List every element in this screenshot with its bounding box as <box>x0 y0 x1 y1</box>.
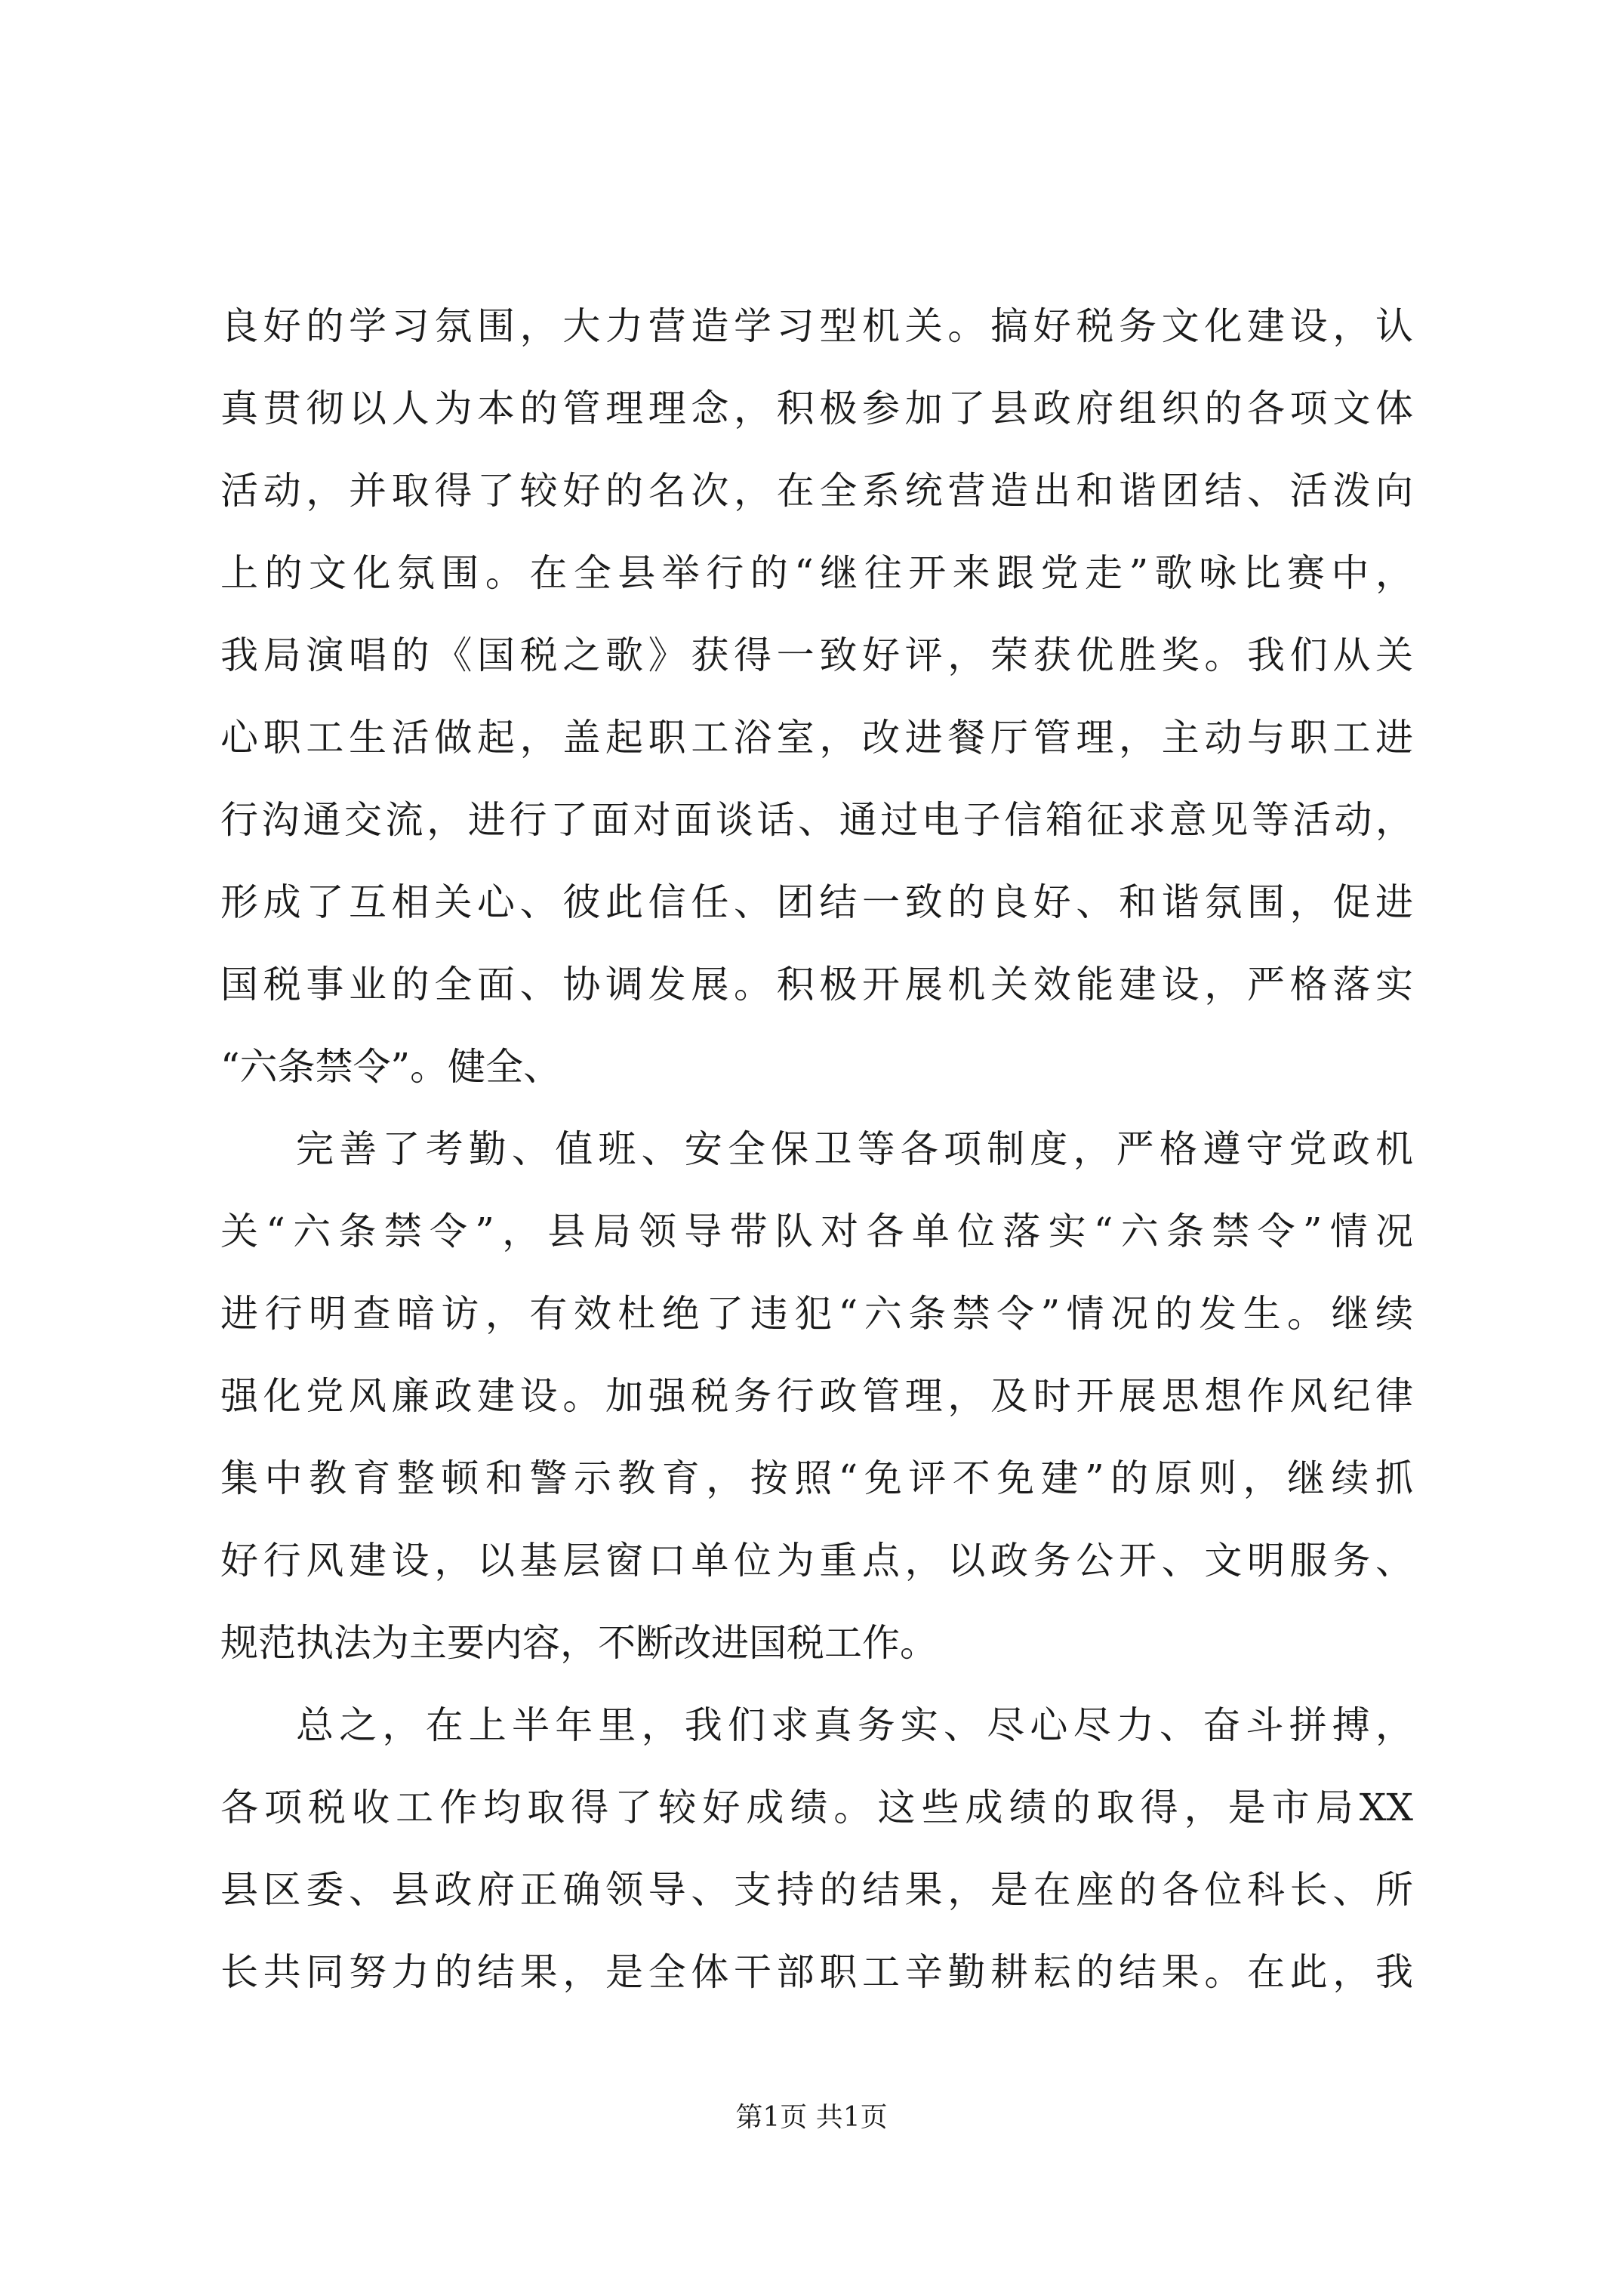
text-line: 长共同努力的结果，是全体干部职工辛勤耕耘的结果。在此，我 <box>220 1950 1413 1994</box>
document-body <box>220 285 1413 2014</box>
text-line: 完善了考勤、值班、安全保卫等各项制度，严格遵守党政机 <box>296 1127 1413 1171</box>
text-line: 上的文化氛围。在全县举行的“继往开来跟党走”歌咏比赛中， <box>220 551 1413 595</box>
text-line: 强化党风廉政建设。加强税务行政管理，及时开展思想作风纪律 <box>220 1374 1413 1418</box>
text-line: 良好的学习氛围，大力营造学习型机关。搞好税务文化建设，认 <box>220 304 1413 348</box>
text-line: “六条禁令”。健全、 <box>220 1045 562 1089</box>
text-line: 进行明查暗访，有效杜绝了违犯“六条禁令”情况的发生。继续 <box>220 1292 1413 1336</box>
text-line: 国税事业的全面、协调发展。积极开展机关效能建设，严格落实 <box>220 963 1413 1006</box>
page-number-footer: 第1页 共1页 <box>735 2102 888 2133</box>
text-line: 行沟通交流，进行了面对面谈话、通过电子信箱征求意见等活动， <box>220 798 1413 842</box>
text-line: 好行风建设，以基层窗口单位为重点，以政务公开、文明服务、 <box>220 1539 1413 1583</box>
text-line: 活动，并取得了较好的名次，在全系统营造出和谐团结、活泼向 <box>220 469 1413 513</box>
text-line: 真贯彻以人为本的管理理念，积极参加了县政府组织的各项文体 <box>220 387 1413 430</box>
text-line: 各项税收工作均取得了较好成绩。这些成绩的取得，是市局XX <box>220 1786 1413 1829</box>
text-line: 心职工生活做起，盖起职工浴室，改进餐厅管理，主动与职工进 <box>220 716 1413 760</box>
text-line: 规范执法为主要内容，不断改进国税工作。 <box>220 1621 938 1665</box>
text-line: 县区委、县政府正确领导、支持的结果，是在座的各位科长、所 <box>220 1868 1413 1912</box>
text-line: 关“六条禁令”，县局领导带队对各单位落实“六条禁令”情况 <box>220 1210 1413 1253</box>
text-line: 集中教育整顿和警示教育，按照“免评不免建”的原则，继续抓 <box>220 1456 1413 1500</box>
text-line: 我局演唱的《国税之歌》获得一致好评，荣获优胜奖。我们从关 <box>220 633 1413 677</box>
text-line: 总之，在上半年里，我们求真务实、尽心尽力、奋斗拼搏， <box>296 1703 1413 1747</box>
text-line: 形成了互相关心、彼此信任、团结一致的良好、和谐氛围，促进 <box>220 880 1413 924</box>
